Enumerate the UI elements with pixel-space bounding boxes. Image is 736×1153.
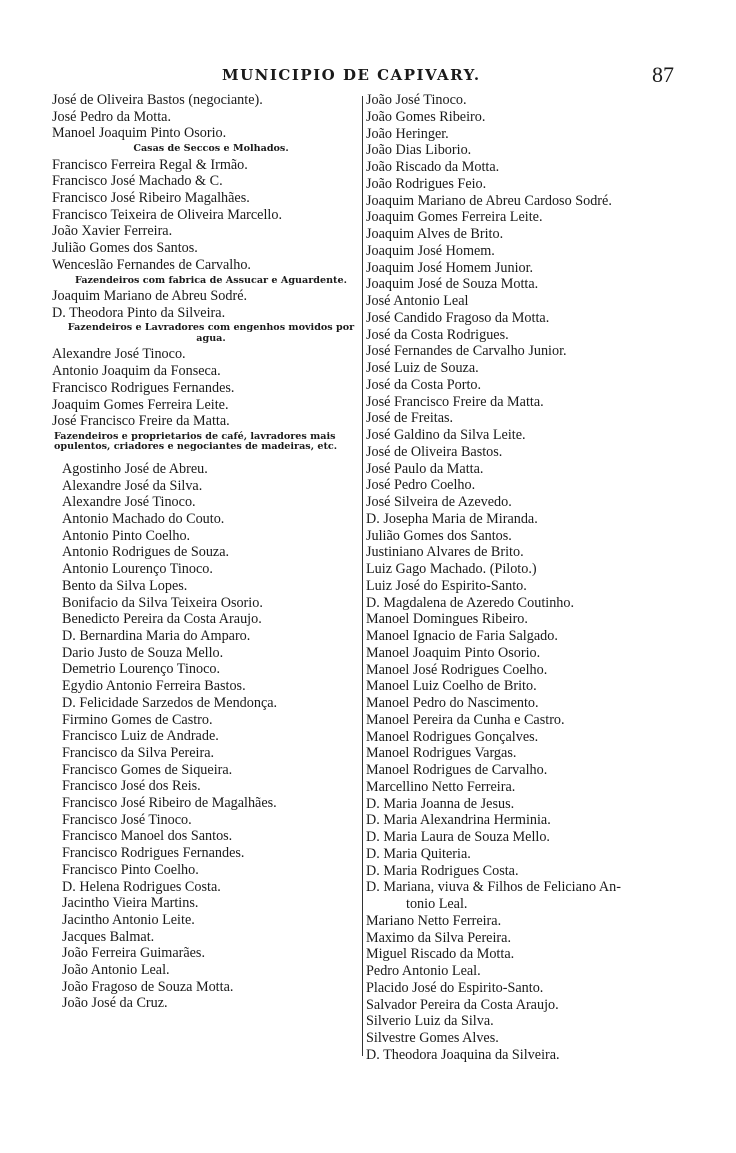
list-item: Francisco Luiz de Andrade. [62, 728, 219, 745]
list-item: Manoel José Rodrigues Coelho. [366, 661, 548, 678]
list-item: Francisco Rodrigues Fernandes. [62, 845, 245, 862]
list-item: Julião Gomes dos Santos. [52, 240, 198, 257]
list-item: Jacintho Antonio Leite. [62, 911, 195, 928]
list-item: José Fernandes de Carvalho Junior. [366, 343, 567, 360]
list-item: D. Felicidade Sarzedos de Mendonça. [62, 694, 278, 711]
list-item: Agostinho José de Abreu. [62, 460, 208, 477]
list-item: Justiniano Alvares de Brito. [366, 544, 524, 561]
list-item: Alexandre José Tinoco. [62, 494, 196, 511]
list-group [52, 288, 370, 321]
list-item: Francisco Pinto Coelho. [62, 861, 199, 878]
list-item: D. Maria Quiteria. [366, 845, 471, 862]
list-item: Francisco Gomes de Siqueira. [62, 761, 233, 778]
list-item: José da Costa Porto. [366, 376, 482, 393]
list-item: Joaquim José de Souza Motta. [366, 276, 539, 293]
list-item: João José Tinoco. [366, 92, 467, 108]
list-item: Francisco José Ribeiro Magalhães. [52, 190, 250, 207]
list-item: Pedro Antonio Leal. [366, 963, 481, 979]
list-item: Francisco José dos Reis. [62, 778, 201, 795]
list-item: Francisco Teixeira de Oliveira Marcello. [52, 206, 282, 223]
list-item: Joaquim Gomes Ferreira Leite. [52, 396, 229, 413]
list-item: Joaquim José Homem Junior. [366, 259, 534, 276]
list-item: José Candido Fragoso da Motta. [366, 309, 550, 326]
list-item: Jacques Balmat. [62, 928, 155, 945]
list-item: Manoel Rodrigues Gonçalves. [366, 728, 539, 745]
list-item: Demetrio Lourenço Tinoco. [62, 661, 221, 678]
list-item: João Heringer. [366, 125, 449, 142]
list-item: Silverio Luiz da Silva. [366, 1013, 494, 1030]
list-item: Manoel Pedro do Nascimento. [366, 695, 539, 711]
list-item: Julião Gomes dos Santos. [366, 527, 512, 544]
list-item: Miguel Riscado da Motta. [366, 946, 515, 963]
list-item: Salvador Pereira da Costa Araujo. [366, 996, 559, 1013]
list-item: Joaquim Gomes Ferreira Leite. [366, 209, 543, 226]
list-item: João Ferreira Guimarães. [62, 945, 205, 962]
list-item: Luiz Gago Machado. (Piloto.) [366, 561, 537, 577]
list-item: Joaquim Mariano de Abreu Sodré. [52, 288, 248, 305]
list-item: Francisco Ferreira Regal & Irmão. [52, 156, 248, 173]
list-item: José Silveira de Azevedo. [366, 494, 512, 510]
list-item: Manoel Ignacio de Faria Salgado. [366, 628, 558, 644]
list-item: Manoel Rodrigues Vargas. [366, 745, 517, 762]
right-column [366, 92, 684, 1064]
list-item: José Galdino da Silva Leite. [366, 427, 526, 443]
list-item: Benedicto Pereira da Costa Araujo. [62, 611, 262, 628]
list-item: João José da Cruz. [62, 995, 168, 1012]
list-item: João Riscado da Motta. [366, 159, 500, 175]
list-item: Joaquim Alves de Brito. [366, 226, 504, 242]
list-group [52, 461, 370, 1012]
list-item: Jacintho Vieira Martins. [62, 895, 199, 912]
list-item: Antonio Machado do Couto. [62, 511, 225, 528]
list-group [52, 346, 370, 430]
list-item: Bento da Silva Lopes. [62, 577, 188, 594]
list-item: Antonio Pinto Coelho. [62, 527, 191, 544]
section-heading: Fazendeiros com fabrica de Assucar e Aguardente. [75, 274, 347, 286]
list-item: José Pedro da Motta. [52, 108, 172, 125]
list-item: Wenceslão Fernandes de Carvalho. [52, 256, 251, 273]
list-item: João Fragoso de Souza Motta. [62, 978, 234, 995]
list-item: João Rodrigues Feio. [366, 175, 487, 192]
list-item: tonio Leal. [406, 896, 468, 912]
list-item: José Pedro Coelho. [366, 477, 476, 494]
list-item: D. Maria Joanna de Jesus. [366, 795, 515, 812]
list-item: Alexandre José da Silva. [62, 477, 203, 494]
list-item: José de Freitas. [366, 410, 454, 427]
list-item: D. Maria Laura de Souza Mello. [366, 829, 550, 845]
list-item: D. Maria Rodrigues Costa. [366, 862, 519, 879]
list-item: Marcellino Netto Ferreira. [366, 778, 516, 795]
list-item: João Antonio Leal. [62, 962, 170, 979]
list-item: José de Oliveira Bastos (negociante). [52, 92, 263, 108]
list-item: José de Oliveira Bastos. [366, 443, 503, 460]
list-item: Manoel Luiz Coelho de Brito. [366, 678, 537, 695]
list-item: Luiz José do Espirito-Santo. [366, 577, 527, 594]
section-heading: Fazendeiros e Lavradores com engenhos movidos por agua. [67, 322, 355, 344]
list-item: José Paulo da Matta. [366, 460, 484, 477]
page-header [0, 60, 736, 90]
list-item: Antonio Rodrigues de Souza. [62, 544, 230, 561]
list-item: Manoel Domingues Ribeiro. [366, 611, 528, 628]
page-title: MUNICIPIO DE CAPIVARY. [222, 66, 481, 84]
list-item: Francisco da Silva Pereira. [62, 744, 215, 761]
list-item: D. Josepha Maria de Miranda. [366, 510, 538, 527]
list-item: José da Costa Rodrigues. [366, 326, 509, 343]
list-item: Joaquim Mariano de Abreu Cardoso Sodré. [366, 192, 612, 209]
page-number: 87 [652, 62, 674, 87]
list-group [52, 92, 370, 142]
list-item: Antonio Joaquim da Fonseca. [52, 363, 221, 380]
list-item: Mariano Netto Ferreira. [366, 912, 502, 929]
list-item: Francisco José Machado & C. [52, 173, 223, 190]
list-item: Dario Justo de Souza Mello. [62, 644, 224, 661]
list-item: Placido José do Espirito-Santo. [366, 979, 544, 996]
list-item: Francisco Manoel dos Santos. [62, 828, 233, 845]
list-item: Manoel Joaquim Pinto Osorio. [366, 644, 541, 661]
list-item: José Francisco Freire da Matta. [52, 413, 230, 430]
list-item: D. Theodora Joaquina da Silveira. [366, 1046, 560, 1063]
list-item: D. Magdalena de Azeredo Coutinho. [366, 594, 575, 611]
list-group [52, 157, 370, 274]
list-item: Maximo da Silva Pereira. [366, 929, 511, 946]
list-item: José Luiz de Souza. [366, 360, 479, 376]
list-item: Manoel Pereira da Cunha e Castro. [366, 711, 565, 728]
list-item: Joaquim José Homem. [366, 242, 495, 259]
list-item: Francisco José Ribeiro de Magalhães. [62, 795, 277, 812]
list-item: D. Helena Rodrigues Costa. [62, 878, 221, 895]
list-item: D. Theodora Pinto da Silveira. [52, 304, 226, 321]
list-item: D. Mariana, viuva & Filhos de Feliciano An- [366, 879, 621, 896]
list-item: José Francisco Freire da Matta. [366, 393, 544, 410]
list-item: Manoel Joaquim Pinto Osorio. [52, 125, 227, 142]
list-item: João Xavier Ferreira. [52, 223, 173, 240]
list-item: João Gomes Ribeiro. [366, 108, 486, 125]
list-item: Bonifacio da Silva Teixeira Osorio. [62, 594, 263, 611]
list-item: Francisco José Tinoco. [62, 811, 192, 828]
list-group [366, 92, 684, 1064]
section-heading: Fazendeiros e proprietarios de café, lavradores mais opulentos, criadores e negociantes de madeiras, etc. [54, 430, 338, 453]
list-item: José Antonio Leal [366, 293, 469, 309]
list-item: D. Maria Alexandrina Herminia. [366, 812, 551, 829]
list-item: Egydio Antonio Ferreira Bastos. [62, 678, 246, 695]
left-column [52, 92, 370, 1012]
list-item: Firmino Gomes de Castro. [62, 711, 213, 728]
section-heading: Casas de Seccos e Molhados. [133, 143, 289, 155]
list-item: Antonio Lourenço Tinoco. [62, 561, 213, 578]
list-item: João Dias Liborio. [366, 142, 472, 159]
list-item: Manoel Rodrigues de Carvalho. [366, 762, 548, 778]
list-item: Francisco Rodrigues Fernandes. [52, 379, 235, 396]
list-item: D. Bernardina Maria do Amparo. [62, 627, 251, 644]
list-item: Silvestre Gomes Alves. [366, 1030, 499, 1046]
list-item: Alexandre José Tinoco. [52, 346, 186, 363]
